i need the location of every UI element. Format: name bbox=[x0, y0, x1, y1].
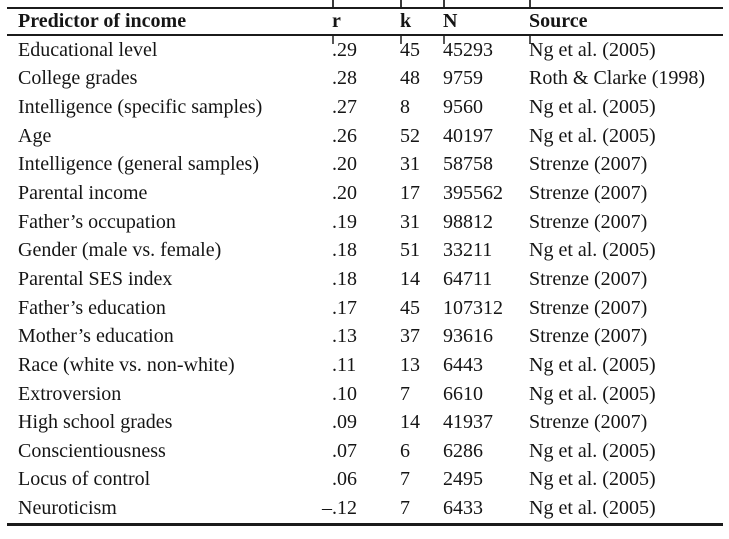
table-row bbox=[7, 236, 723, 265]
predictors-table bbox=[7, 7, 723, 526]
cell-source: Ng et al. (2005) bbox=[529, 468, 656, 491]
cell-k: 17 bbox=[400, 182, 420, 205]
cell-source: Ng et al. (2005) bbox=[529, 353, 656, 376]
cell-source: Strenze (2007) bbox=[529, 267, 648, 290]
cell-source: Ng et al. (2005) bbox=[529, 124, 656, 147]
cell-source: Ng et al. (2005) bbox=[529, 239, 656, 262]
cell-k: 45 bbox=[400, 38, 420, 61]
table-row bbox=[7, 36, 723, 65]
cell-predictor: Mother’s education bbox=[18, 325, 174, 348]
cell-predictor: Gender (male vs. female) bbox=[18, 239, 222, 262]
cell-n: 40197 bbox=[443, 124, 493, 147]
table-row bbox=[7, 294, 723, 323]
cell-n: 64711 bbox=[443, 267, 493, 290]
cell-k: 6 bbox=[400, 439, 410, 462]
cell-r: .28 bbox=[332, 67, 357, 90]
cell-k: 31 bbox=[400, 210, 420, 233]
table-row bbox=[7, 122, 723, 151]
cell-predictor: Age bbox=[18, 124, 52, 147]
cell-predictor: Educational level bbox=[18, 38, 158, 61]
column-boundary-tick bbox=[332, 0, 334, 7]
cell-predictor: Parental SES index bbox=[18, 267, 173, 290]
cell-k: 52 bbox=[400, 124, 420, 147]
cell-r: .18 bbox=[332, 239, 357, 262]
cell-k: 31 bbox=[400, 153, 420, 176]
cell-source: Ng et al. (2005) bbox=[529, 497, 656, 520]
cell-k: 7 bbox=[400, 497, 410, 520]
table-row bbox=[7, 380, 723, 409]
cell-r: .07 bbox=[332, 439, 357, 462]
cell-k: 37 bbox=[400, 325, 420, 348]
cell-r: .10 bbox=[332, 382, 357, 405]
table-row bbox=[7, 437, 723, 466]
cell-r: .29 bbox=[332, 38, 357, 61]
cell-source: Ng et al. (2005) bbox=[529, 96, 656, 119]
table-row bbox=[7, 322, 723, 351]
table-bottom-rule bbox=[7, 523, 723, 526]
cell-n: 107312 bbox=[443, 296, 503, 319]
cell-k: 13 bbox=[400, 353, 420, 376]
cell-n: 33211 bbox=[443, 239, 493, 262]
cell-n: 9759 bbox=[443, 67, 483, 90]
table-row bbox=[7, 466, 723, 495]
cell-n: 6443 bbox=[443, 353, 483, 376]
cell-n: 6433 bbox=[443, 497, 483, 520]
cell-k: 8 bbox=[400, 96, 410, 119]
cell-n: 6610 bbox=[443, 382, 483, 405]
cell-source: Ng et al. (2005) bbox=[529, 382, 656, 405]
cell-predictor: College grades bbox=[18, 67, 138, 90]
cell-n: 45293 bbox=[443, 38, 493, 61]
cell-n: 6286 bbox=[443, 439, 483, 462]
column-boundary-tick bbox=[400, 0, 402, 7]
cell-r: .20 bbox=[332, 153, 357, 176]
cell-predictor: Locus of control bbox=[18, 468, 151, 491]
cell-predictor: Race (white vs. non-white) bbox=[18, 353, 235, 376]
column-boundary-tick bbox=[443, 0, 445, 7]
cell-source: Strenze (2007) bbox=[529, 210, 648, 233]
cell-k: 14 bbox=[400, 411, 420, 434]
column-header-n: N bbox=[443, 10, 458, 32]
table-row bbox=[7, 65, 723, 94]
cell-predictor: Neuroticism bbox=[18, 497, 117, 520]
cell-k: 14 bbox=[400, 267, 420, 290]
cell-source: Strenze (2007) bbox=[529, 182, 648, 205]
table-row bbox=[7, 93, 723, 122]
cell-n: 93616 bbox=[443, 325, 493, 348]
cell-k: 48 bbox=[400, 67, 420, 90]
cell-source: Ng et al. (2005) bbox=[529, 439, 656, 462]
cell-predictor: Father’s education bbox=[18, 296, 166, 319]
table-row bbox=[7, 351, 723, 380]
cell-r: .06 bbox=[332, 468, 357, 491]
cell-predictor: Father’s occupation bbox=[18, 210, 176, 233]
cell-r: .20 bbox=[332, 182, 357, 205]
cell-source: Roth & Clarke (1998) bbox=[529, 67, 706, 90]
cell-n: 58758 bbox=[443, 153, 493, 176]
cell-predictor: Intelligence (general samples) bbox=[18, 153, 259, 176]
cell-r: –.12 bbox=[322, 497, 357, 520]
table-body bbox=[7, 36, 723, 523]
cell-n: 2495 bbox=[443, 468, 483, 491]
cell-r: .27 bbox=[332, 96, 357, 119]
cell-n: 395562 bbox=[443, 182, 503, 205]
cell-predictor: Intelligence (specific samples) bbox=[18, 96, 263, 119]
column-header-source: Source bbox=[529, 10, 588, 32]
cell-k: 45 bbox=[400, 296, 420, 319]
table-row bbox=[7, 494, 723, 523]
cell-k: 7 bbox=[400, 382, 410, 405]
cell-r: .09 bbox=[332, 411, 357, 434]
cell-predictor: Conscientiousness bbox=[18, 439, 166, 462]
cell-r: .19 bbox=[332, 210, 357, 233]
column-header-r: r bbox=[332, 10, 341, 32]
cell-r: .26 bbox=[332, 124, 357, 147]
table-row bbox=[7, 408, 723, 437]
cell-source: Strenze (2007) bbox=[529, 153, 648, 176]
table-row bbox=[7, 179, 723, 208]
cell-n: 98812 bbox=[443, 210, 493, 233]
cell-k: 51 bbox=[400, 239, 420, 262]
cell-predictor: Parental income bbox=[18, 182, 148, 205]
column-header-k: k bbox=[400, 10, 412, 32]
column-boundary-tick bbox=[529, 0, 531, 7]
table-row bbox=[7, 151, 723, 180]
cell-r: .17 bbox=[332, 296, 357, 319]
cell-r: .18 bbox=[332, 267, 357, 290]
cell-source: Strenze (2007) bbox=[529, 411, 648, 434]
cell-predictor: Extroversion bbox=[18, 382, 122, 405]
cell-k: 7 bbox=[400, 468, 410, 491]
cell-n: 41937 bbox=[443, 411, 493, 434]
table-row bbox=[7, 265, 723, 294]
table-row bbox=[7, 208, 723, 237]
cell-r: .11 bbox=[332, 353, 357, 376]
cell-source: Strenze (2007) bbox=[529, 296, 648, 319]
cell-r: .13 bbox=[332, 325, 357, 348]
table-header-row bbox=[7, 9, 723, 34]
cell-predictor: High school grades bbox=[18, 411, 173, 434]
cell-source: Ng et al. (2005) bbox=[529, 38, 656, 61]
cell-source: Strenze (2007) bbox=[529, 325, 648, 348]
cell-n: 9560 bbox=[443, 96, 483, 119]
column-header-predictor: Predictor of income bbox=[18, 10, 187, 32]
